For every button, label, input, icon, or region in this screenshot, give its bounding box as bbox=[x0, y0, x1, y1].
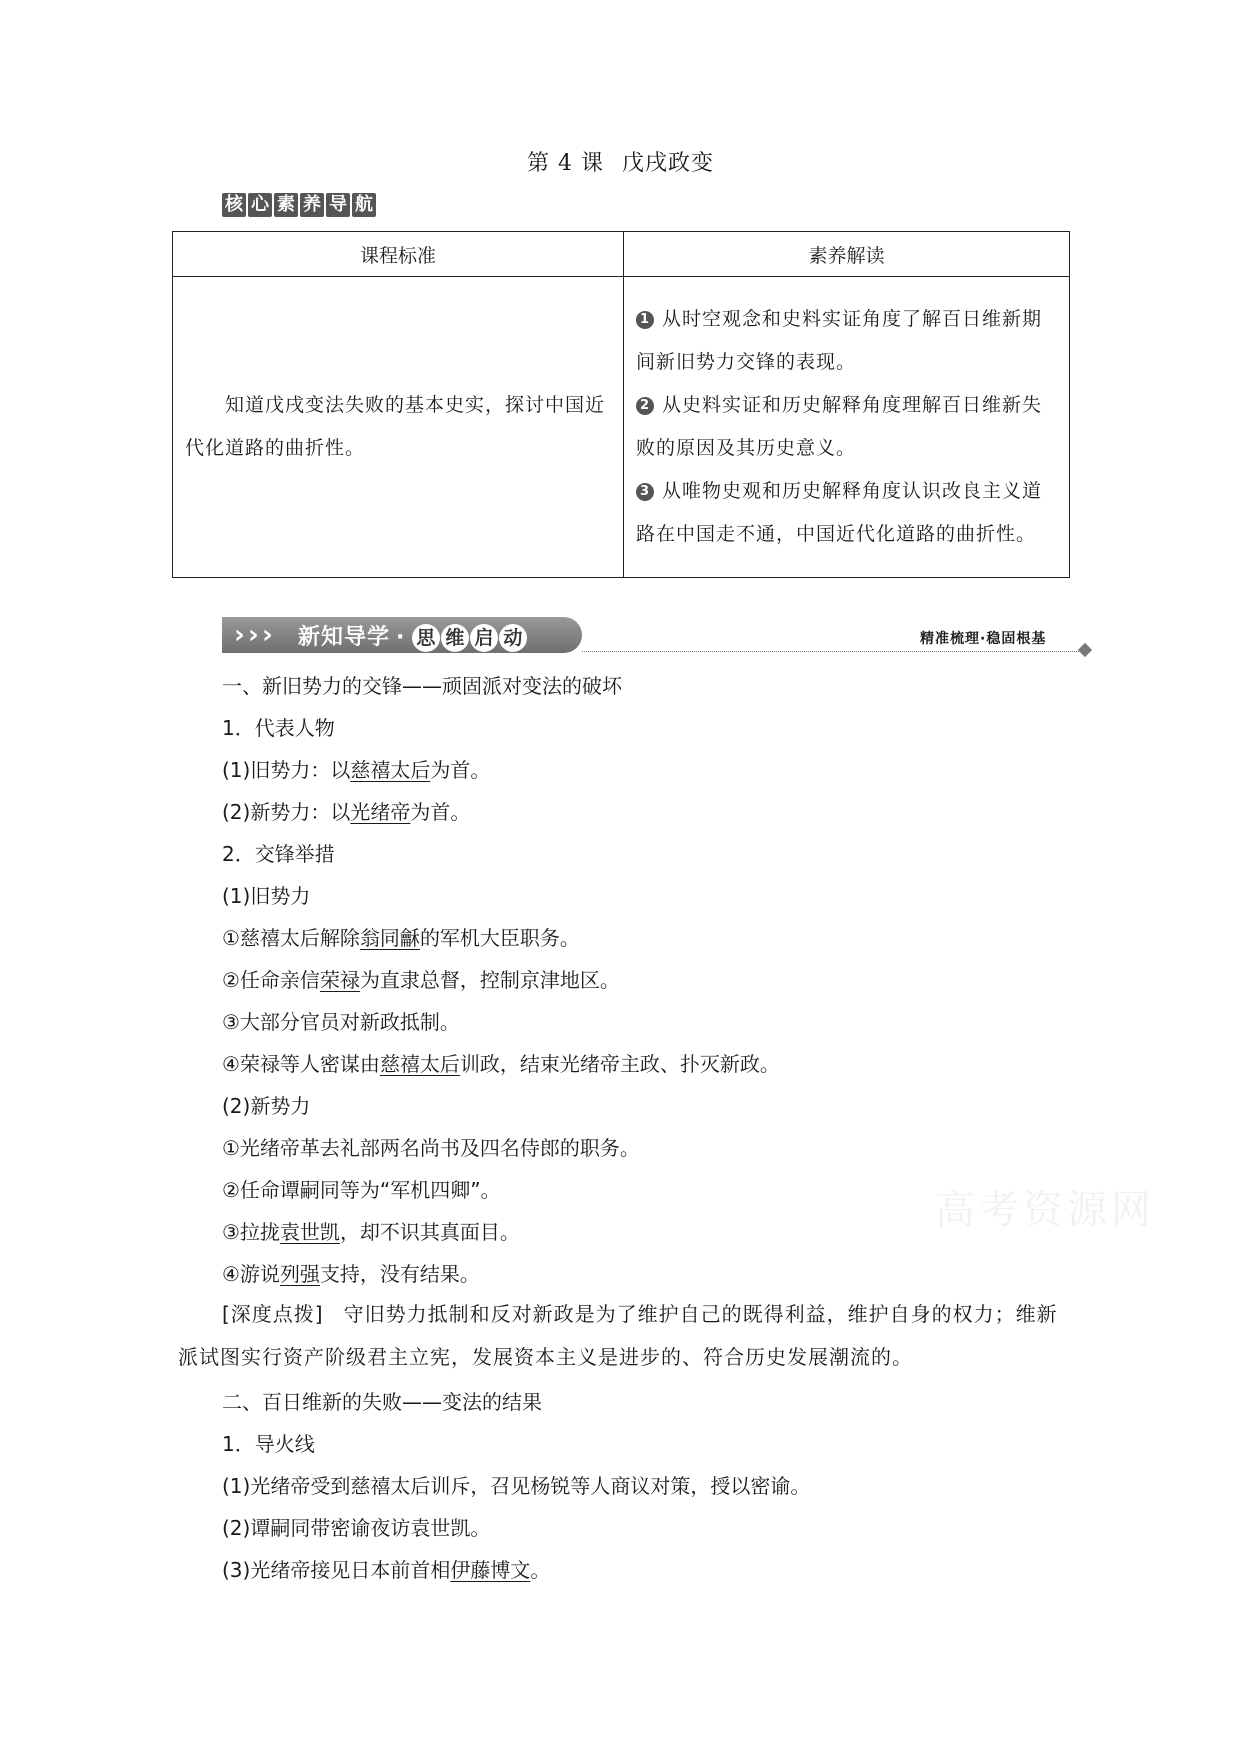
deep-insight-text: 守旧势力抵制和反对新政是为了维护自己的既得利益，维护自身的权力；维新派试图实行资产阶级君主立宪，发展资本主义是进步的、符合历史发展潮流的。 bbox=[178, 1302, 1058, 1369]
literacy-item bbox=[636, 470, 1057, 556]
text: 的军机大臣职务。 bbox=[419, 926, 580, 950]
table-row bbox=[173, 277, 1070, 578]
header-literacy: 素养解读 bbox=[624, 232, 1070, 277]
text: 为首。 bbox=[430, 758, 491, 782]
banner-circled-char: 启 bbox=[470, 624, 498, 652]
underlined-answer: 光绪帝 bbox=[350, 800, 411, 824]
list-item bbox=[222, 922, 580, 951]
page-title bbox=[0, 146, 1241, 177]
diamond-icon bbox=[1078, 643, 1092, 657]
list-item bbox=[222, 796, 470, 825]
lesson-number: 第 4 课 bbox=[527, 151, 604, 176]
underlined-answer: 伊藤博文 bbox=[450, 1558, 531, 1582]
badge-char: 导 bbox=[326, 193, 350, 217]
chevron-right-icon: › bbox=[262, 620, 273, 650]
course-standard-cell bbox=[173, 277, 624, 578]
text: 训政，结束光绪帝主政、扑灭新政。 bbox=[459, 1052, 780, 1076]
banner-left-text: 新知导学 bbox=[298, 625, 391, 650]
subsection-heading: 1．代表人物 bbox=[222, 716, 335, 740]
section-2-title: 二、百日维新的失败——变法的结果 bbox=[222, 1390, 542, 1414]
text: ③拉拢 bbox=[222, 1220, 280, 1244]
list-item bbox=[222, 1258, 480, 1287]
subsection-heading: 1．导火线 bbox=[222, 1432, 315, 1456]
text: (1)旧势力：以 bbox=[222, 758, 351, 782]
list-item: (1)光绪帝受到慈禧太后训斥，召见杨锐等人商议对策，授以密谕。 bbox=[222, 1474, 811, 1498]
group-label: (1)旧势力 bbox=[222, 884, 311, 908]
badge-char: 素 bbox=[274, 193, 298, 217]
literacy-text: 从唯物史观和历史解释角度认识改良主义道路在中国走不通，中国近代化道路的曲折性。 bbox=[636, 480, 1043, 545]
underlined-answer: 袁世凯 bbox=[279, 1220, 340, 1244]
text: (2)新势力：以 bbox=[222, 800, 351, 824]
text: ④荣禄等人密谋由 bbox=[222, 1052, 380, 1076]
badge-char: 航 bbox=[352, 193, 376, 217]
literacy-text: 从时空观念和史料实证角度了解百日维新期间新旧势力交锋的表现。 bbox=[636, 308, 1043, 373]
list-item: (2)谭嗣同带密谕夜访袁世凯。 bbox=[222, 1516, 491, 1540]
list-item bbox=[222, 1554, 550, 1583]
text: 支持，没有结果。 bbox=[319, 1262, 480, 1286]
underlined-answer: 荣禄 bbox=[319, 968, 360, 992]
section-banner bbox=[222, 617, 582, 653]
badge-char: 养 bbox=[300, 193, 324, 217]
text: 为直隶总督，控制京津地区。 bbox=[359, 968, 620, 992]
text: 。 bbox=[530, 1558, 551, 1582]
curriculum-table bbox=[172, 231, 1070, 578]
banner-title bbox=[298, 620, 527, 652]
chevron-right-icon: › bbox=[248, 620, 259, 650]
deep-insight-paragraph bbox=[178, 1293, 1068, 1379]
underlined-answer: 翁同龢 bbox=[359, 926, 420, 950]
literacy-text: 从史料实证和历史解释角度理解百日维新失败的原因及其历史意义。 bbox=[636, 394, 1043, 459]
literacy-cell bbox=[624, 277, 1070, 578]
table-header-row bbox=[173, 232, 1070, 277]
number-3-icon: 3 bbox=[636, 483, 654, 501]
text: ②任命亲信 bbox=[222, 968, 320, 992]
core-literacy-badge bbox=[222, 193, 376, 217]
banner-circled-char: 维 bbox=[441, 624, 469, 652]
list-item: ②任命谭嗣同等为“军机四卿”。 bbox=[222, 1178, 501, 1202]
list-item bbox=[222, 1216, 520, 1245]
text: ①慈禧太后解除 bbox=[222, 926, 360, 950]
number-1-icon: 1 bbox=[636, 311, 654, 329]
text: ，却不识其真面目。 bbox=[339, 1220, 520, 1244]
text: 为首。 bbox=[410, 800, 471, 824]
list-item bbox=[222, 1048, 780, 1077]
chevron-right-icon: › bbox=[234, 620, 245, 650]
literacy-item bbox=[636, 298, 1057, 384]
underlined-answer: 列强 bbox=[279, 1262, 320, 1286]
badge-char: 核 bbox=[222, 193, 246, 217]
banner-subtitle: 精准梳理·稳固根基 bbox=[920, 631, 1047, 647]
number-2-icon: 2 bbox=[636, 397, 654, 415]
subsection-heading: 2．交锋举措 bbox=[222, 842, 335, 866]
list-item bbox=[222, 754, 490, 783]
banner-circled-char: 动 bbox=[499, 624, 527, 652]
banner-circled-char: 思 bbox=[412, 624, 440, 652]
literacy-item bbox=[636, 384, 1057, 470]
badge-char: 心 bbox=[248, 193, 272, 217]
underlined-answer: 慈禧太后 bbox=[350, 758, 431, 782]
list-item: ①光绪帝革去礼部两名尚书及四名侍郎的职务。 bbox=[222, 1136, 640, 1160]
banner-dot: · bbox=[396, 625, 406, 650]
header-course-standard: 课程标准 bbox=[173, 232, 624, 277]
section-1-title: 一、新旧势力的交锋——顽固派对变法的破坏 bbox=[222, 674, 622, 698]
underlined-answer: 慈禧太后 bbox=[379, 1052, 460, 1076]
list-item bbox=[222, 964, 620, 993]
text: ④游说 bbox=[222, 1262, 280, 1286]
deep-insight-tag: [深度点拨] bbox=[222, 1302, 324, 1326]
group-label: (2)新势力 bbox=[222, 1094, 311, 1118]
course-standard-text: 知道戊戌变法失败的基本史实，探讨中国近代化道路的曲折性。 bbox=[185, 394, 606, 459]
list-item: ③大部分官员对新政抵制。 bbox=[222, 1010, 460, 1034]
lesson-name: 戊戌政变 bbox=[621, 151, 714, 176]
watermark: 高考资源网 bbox=[935, 1187, 1155, 1233]
banner-divider bbox=[582, 651, 1087, 652]
text: (3)光绪帝接见日本前首相 bbox=[222, 1558, 451, 1582]
